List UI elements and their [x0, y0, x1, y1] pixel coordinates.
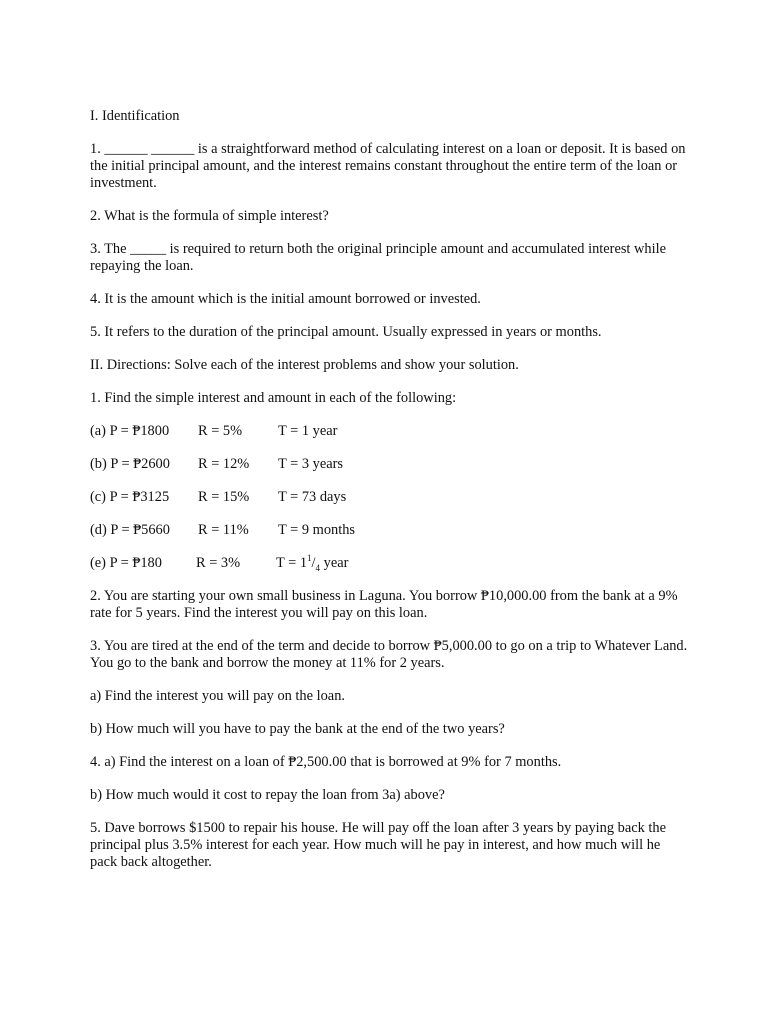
time: T = 1 year — [278, 423, 338, 439]
problem-1e — [90, 555, 690, 572]
problem-5: 5. Dave borrows $1500 to repair his house. He will pay off the loan after 3 years by paying back the principal plus 3.5% interest for each year. How much will he pay in interest, and how much will he pack back altogether. — [90, 820, 666, 870]
identification-q5: 5. It refers to the duration of the principal amount. Usually expressed in years or months. — [90, 324, 602, 340]
time-suffix: year — [320, 555, 349, 571]
problem-1a — [90, 423, 690, 440]
time-fraction-numerator: 1 — [307, 553, 312, 564]
section-2-heading: II. Directions: Solve each of the interest problems and show your solution. — [90, 357, 519, 373]
identification-q4: 4. It is the amount which is the initial amount borrowed or invested. — [90, 291, 481, 307]
identification-q2: 2. What is the formula of simple interest? — [90, 208, 329, 224]
problem-3: 3. You are tired at the end of the term and decide to borrow ₱5,000.00 to go on a trip to Whatever Land. You go to the bank and borrow the money at 11% for 2 years. — [90, 638, 688, 671]
time: T = 73 days — [278, 489, 347, 505]
time: T = 3 years — [278, 456, 343, 472]
problem-3a: a) Find the interest you will pay on the loan. — [90, 688, 345, 704]
problem-1b — [90, 456, 690, 473]
rate: R = 3% — [196, 555, 241, 571]
time: T = 9 months — [278, 522, 356, 538]
time-prefix: T = 1 — [276, 555, 308, 571]
time-fraction-denominator: 4 — [315, 562, 321, 573]
rate: R = 15% — [198, 489, 250, 505]
problem-4b: b) How much would it cost to repay the loan from 3a) above? — [90, 787, 445, 803]
problem-4a: 4. a) Find the interest on a loan of ₱2,500.00 that is borrowed at 9% for 7 months. — [90, 754, 562, 770]
identification-q3: 3. The _____ is required to return both the original principle amount and accumulated interest while repaying the loan. — [90, 241, 666, 274]
principal: (b) P = ₱2600 — [90, 456, 170, 472]
problem-2: 2. You are starting your own small business in Laguna. You borrow ₱10,000.00 from the bank at a 9% rate for 5 years. Find the interest you will pay on this loan. — [90, 588, 678, 621]
principal: (e) P = ₱180 — [90, 555, 162, 571]
principal: (c) P = ₱3125 — [90, 489, 170, 505]
problem-1-intro: 1. Find the simple interest and amount in each of the following: — [90, 390, 457, 406]
identification-q1: 1. ______ ______ is a straightforward method of calculating interest on a loan or deposit. It is based on the initial principal amount, and the interest remains constant throughout the entire term of the loan or investment. — [90, 141, 686, 191]
rate: R = 12% — [198, 456, 250, 472]
principal: (a) P = ₱1800 — [90, 423, 170, 439]
problem-1d — [90, 522, 690, 539]
principal: (d) P = ₱5660 — [90, 522, 170, 538]
worksheet-page — [90, 108, 690, 887]
time: $T = 1^1/_4$ year — [276, 553, 349, 573]
rate: R = 5% — [198, 423, 243, 439]
section-1-heading: I. Identification — [90, 108, 180, 124]
problem-3b: b) How much will you have to pay the bank at the end of the two years? — [90, 721, 505, 737]
problem-1c — [90, 489, 690, 506]
rate: R = 11% — [198, 522, 249, 538]
